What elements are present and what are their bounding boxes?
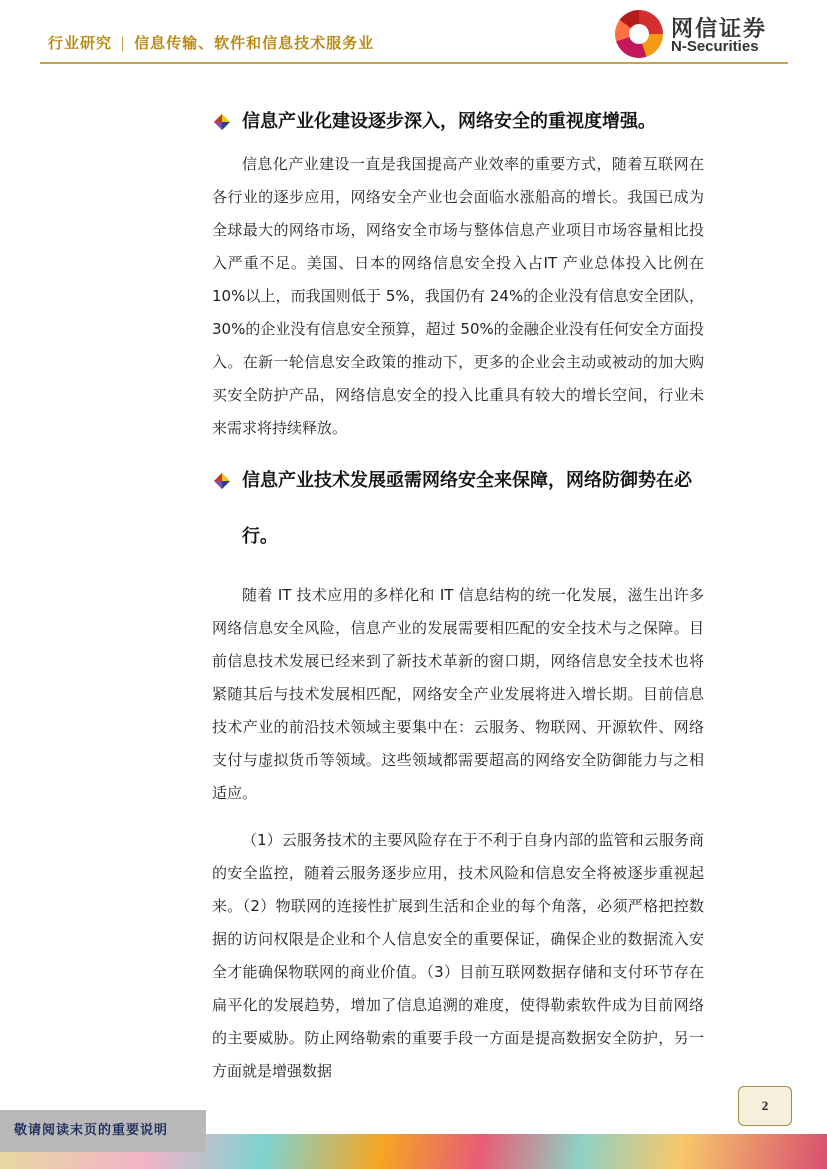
header-separator: | xyxy=(120,34,127,52)
running-header xyxy=(48,32,374,53)
heading-text: 信息产业技术发展亟需网络安全来保障，网络防御势在必行。 xyxy=(242,470,692,547)
heading-text: 信息产业化建设逐步深入，网络安全的重视度增强。 xyxy=(242,111,656,132)
logo-english-name: N-Securities xyxy=(671,38,759,55)
header-industry: 信息传输、软件和信息技术服务业 xyxy=(134,34,375,52)
logo-mark-icon xyxy=(615,10,663,58)
section-heading-2 xyxy=(212,453,704,565)
page-number: 2 xyxy=(738,1086,792,1126)
diamond-bullet-icon xyxy=(214,114,230,130)
logo-chinese-name: 网信证券 xyxy=(671,17,768,42)
header-divider xyxy=(40,62,788,64)
section-heading-1 xyxy=(212,104,704,140)
header-section: 行业研究 xyxy=(48,34,113,52)
diamond-bullet-icon xyxy=(214,473,230,489)
paragraph-3: （1）云服务技术的主要风险存在于不利于自身内部的监管和云服务商的安全监控，随着云服务逐步应用，技术风险和信息安全将被逐步重视起来。（2）物联网的连接性扩展到生活和企业的每个角落，必须严格把控数据的访问权限是企业和个人信息安全的重要保证，确保企业的数据流入安全才能确保物联网的商业价值。（3）目前互联网数据存储和支付环节存在扁平化的发展趋势，增加了信息追溯的难度，使得勒索软件成为目前网络的主要威胁。防止网络勒索的重要手段一方面是提高数据安全防护，另一方面就是增强数据 xyxy=(212,831,704,1080)
footer-disclaimer-note: 敬请阅读末页的重要说明 xyxy=(0,1110,206,1152)
paragraph-1: 信息化产业建设一直是我国提高产业效率的重要方式，随着互联网在各行业的逐步应用，网络安全产业也会面临水涨船高的增长。我国已成为全球最大的网络市场，网络安全市场与整体信息产业项目市场容量相比投入严重不足。美国、日本的网络信息安全投入占IT 产业总体投入比例在 10%以上，而我国则低于 5%，我国仍有 24%的企业没有信息安全团队，30%的企业没有信息安全预算，超过 50%的金融企业没有任何安全方面投入。在新一轮信息安全政策的推动下，更多的企业会主动或被动的加大购买安全防护产品，网络信息安全的投入比重具有较大的增长空间，行业未来需求将持续释放。 xyxy=(212,155,704,437)
company-logo xyxy=(615,8,775,60)
document-body xyxy=(212,104,704,1088)
paragraph-2: 随着 IT 技术应用的多样化和 IT 信息结构的统一化发展，滋生出许多网络信息安全风险，信息产业的发展需要相匹配的安全技术与之保障。目前信息技术发展已经来到了新技术革新的窗口期，网络信息安全技术也将紧随其后与技术发展相匹配，网络安全产业发展将进入增长期。目前信息技术产业的前沿技术领域主要集中在：云服务、物联网、开源软件、网络支付与虚拟货币等领域。这些领域都需要超高的网络安全防御能力与之相适应。 xyxy=(212,586,704,802)
